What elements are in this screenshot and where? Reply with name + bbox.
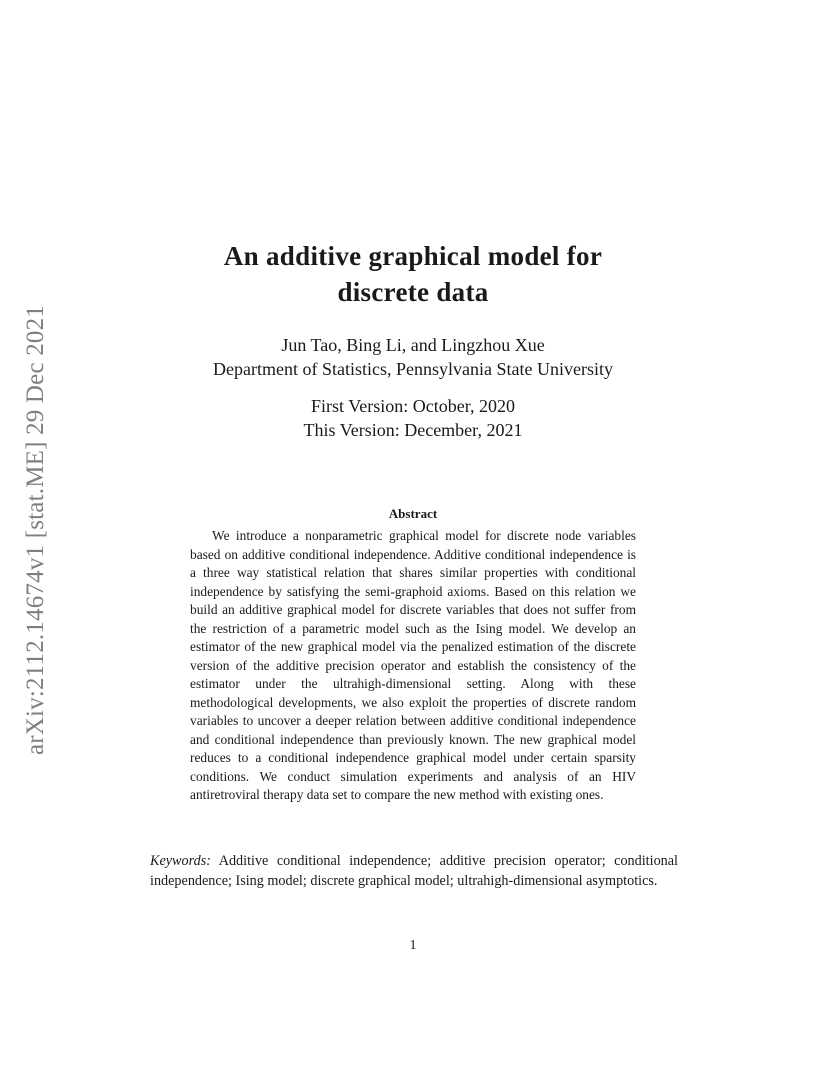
abstract-body: We introduce a nonparametric graphical model for discrete node variables based on additive conditional independence. Additive conditional independence is a three way statistical relation that shares similar properties with conditional independence by satisfying the semi-graphoid axioms. Based on this relation we build an additive graphical model for discrete variables that does not suffer from the restriction of a parametric model such as the Ising model. We develop an estimator of the new graphical model via the penalized estimation of the discrete version of the additive precision operator and establish the consistency of the estimator under the ultrahigh-dimensional setting. Along with these methodological developments, we also exploit the properties of discrete random variables to uncover a deeper relation between additive conditional independence and conditional independence than previously known. The new graphical model reduces to a conditional independence graphical model under certain sparsity conditions. We conduct simulation experiments and analysis of an HIV antiretroviral therapy data set to compare the new method with existing ones. bbox=[190, 528, 636, 802]
arxiv-identifier-stamp: arXiv:2112.14674v1 [stat.ME] 29 Dec 2021 bbox=[22, 304, 49, 756]
title-line-1: An additive graphical model for bbox=[223, 241, 603, 271]
keywords-list: Additive conditional independence; additive precision operator; conditional independence; Ising model; discrete graphical model; ultrahigh-dimensional asymptotics. bbox=[150, 853, 678, 889]
author-block bbox=[150, 333, 676, 381]
version-block bbox=[150, 394, 676, 442]
title-line-2: discrete data bbox=[337, 277, 489, 307]
author-names: Jun Tao, Bing Li, and Lingzhou Xue bbox=[281, 335, 545, 355]
keywords-paragraph bbox=[150, 852, 678, 891]
this-version-date: This Version: December, 2021 bbox=[303, 420, 523, 440]
author-affiliation: Department of Statistics, Pennsylvania State University bbox=[213, 359, 613, 379]
first-version-date: First Version: October, 2020 bbox=[311, 396, 515, 416]
paper-title bbox=[150, 238, 676, 310]
abstract-heading: Abstract bbox=[388, 506, 438, 521]
page-number: 1 bbox=[409, 938, 417, 953]
keywords-label: Keywords: bbox=[150, 853, 211, 869]
